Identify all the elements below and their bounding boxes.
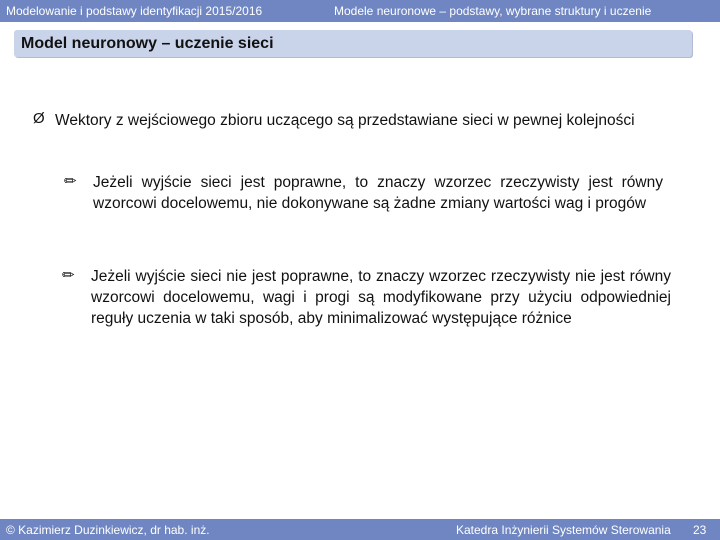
course-title: Modelowanie i podstawy identyfikacji 2015/2016 bbox=[6, 4, 263, 18]
arrow-bullet-icon: Ø bbox=[33, 110, 45, 127]
header-bar bbox=[0, 0, 720, 22]
pencil-bullet-icon: ✏ bbox=[62, 267, 75, 284]
footer-department: Katedra Inżynierii Systemów Sterowania bbox=[456, 523, 671, 537]
slide-title-box bbox=[14, 30, 692, 57]
footer-bar bbox=[0, 519, 720, 540]
bullet-main: Wektory z wejściowego zbioru uczącego są przedstawiane sieci w pewnej kolejności bbox=[55, 112, 635, 129]
slide-title: Model neuronowy – uczenie sieci bbox=[21, 35, 274, 52]
page-number: 23 bbox=[693, 523, 707, 537]
footer-author: © Kazimierz Duzinkiewicz, dr hab. inż. bbox=[6, 523, 210, 537]
bullet-sub-correct: Jeżeli wyjście sieci jest poprawne, to znaczy wzorzec rzeczywisty jest równy wzorcowi docelowemu, nie dokonywane są żadne zmiany wartości wag i progów bbox=[93, 174, 663, 212]
lecture-topic: Modele neuronowe – podstawy, wybrane struktury i uczenie bbox=[334, 4, 652, 18]
pencil-bullet-icon: ✏ bbox=[64, 173, 77, 190]
bullet-sub-incorrect: Jeżeli wyjście sieci nie jest poprawne, to znaczy wzorzec rzeczywisty nie jest równy wzorcowi docelowemu, wagi i progi są modyfikowane przy użyciu odpowiedniej reguły uczenia w taki sposób, aby minimalizować występujące różnice bbox=[91, 268, 671, 327]
